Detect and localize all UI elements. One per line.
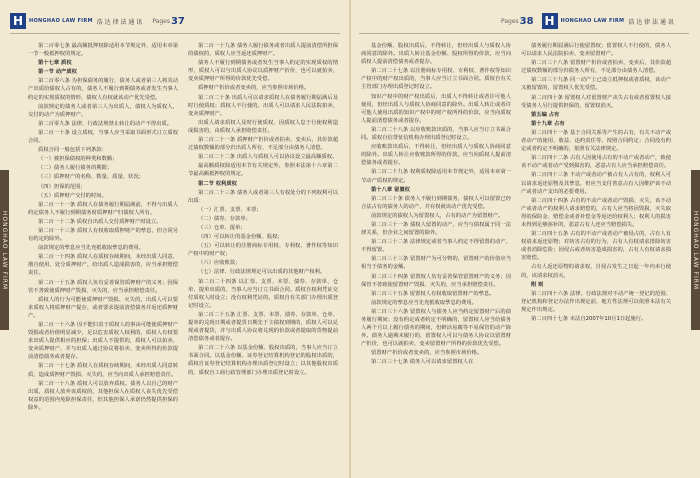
article-paragraph: 第二百一十九条 债务人履行债务或者出质人提前清偿所担保的债权的，质权人应当返还质押财产。 bbox=[188, 43, 338, 58]
article-paragraph: 第二百三十五条 留置权人有权收取留置财产的孳息。 bbox=[371, 290, 495, 297]
article-paragraph: 第二百三十二条 法律规定或者当事人约定不得留置的动产，不得留置。 bbox=[361, 239, 511, 254]
article-paragraph: 第二百二十九条 权利质权除适用本节规定外，适用本章第一节动产质权的规定。 bbox=[361, 169, 511, 184]
article-paragraph: （二）债券、存款单； bbox=[198, 215, 251, 222]
article-paragraph: 前款规定的孳息应当先充抵收取孳息的费用。 bbox=[38, 245, 144, 252]
right-side-tab bbox=[691, 170, 700, 330]
article-paragraph: 第二百一十六条 因不能归责于质权人的事由可能使质押财产毁损或者价值明显减少，足以危害质权人权利的，质权人有权要求出质人提供相应的担保；出质人不提供的，质权人可以拍卖、变卖质押财产，并与出质人通过协议将拍卖、变卖所得的价款提前清偿债务或者提存。 bbox=[28, 322, 178, 361]
firm-logo-icon: H bbox=[542, 13, 558, 29]
page-label: Pages bbox=[501, 17, 519, 25]
header-divider bbox=[10, 33, 340, 34]
publication-title: 浩 达 律 法 通 讯 bbox=[96, 18, 143, 26]
left-side-tab bbox=[0, 170, 9, 330]
article-paragraph: 第二百四十五条 占有的不动产或者动产被侵占的，占有人有权请求返还原物；对妨害占有的行为，占有人有权请求排除妨害或者消除危险；因侵占或者妨害造成损害的，占有人有权请求损害赔偿。 bbox=[521, 231, 671, 262]
article-paragraph: 第二百三十七条 债务人可以请求留置权人在 bbox=[371, 359, 474, 366]
left-page-header bbox=[10, 10, 185, 32]
article-paragraph: 第二百二十八条 以应收账款出质的，当事人应当订立书面合同。质权自信贷征信机构办理出质登记时设立。 bbox=[361, 126, 511, 142]
article-paragraph: 第二百零八条 为担保债务的履行，债务人或者第三人将其动产出质给债权人占有的，债务人不履行到期债务或者发生当事人约定的实现质权的情形，债权人有权就该动产优先受偿。 bbox=[28, 78, 178, 101]
article-paragraph: 第二百一十七条 质权人在质权存续期间，未经出质人同意转质，造成质押财产毁损、灭失的，应当向出质人承担赔偿责任。 bbox=[28, 363, 178, 378]
article-paragraph: 最高额质权除适用本节有关规定外，参照本法第十六章第二节最高额抵押权的规定。 bbox=[188, 163, 338, 178]
article-paragraph: 基金份额、股权出质后，不得转让，但经出质人与质权人协商同意的除外。出质人转让基金份额、股权所得的价款，应当向质权人提前清偿债务或者提存。 bbox=[361, 43, 511, 66]
article-paragraph: （五）可以转让的注册商标专用权、专利权、著作权等知识产权中的财产权； bbox=[188, 243, 338, 258]
article-paragraph: 第二百一十四条 质权人在质权存续期间，未经出质人同意，擅自使用、处分质押财产，给出质人造成损害的，应当承担赔偿责任。 bbox=[28, 254, 178, 277]
article-paragraph: 第二百三十三条 留置财产为可分物的，留置财产的价值应当相当于债务的金额。 bbox=[361, 256, 511, 271]
article-paragraph: （二）债务人履行债务的期限； bbox=[38, 165, 113, 172]
article-paragraph: 第二百零七条 最高额抵押权除适用本节规定外，适用本章第一节一般抵押权的规定。 bbox=[28, 43, 178, 58]
article-paragraph: 第二百三十六条 留置权人与债务人应当约定留置财产后的债务履行期间；没有约定或者约定不明确的，留置权人应当给债务人两个月以上履行债务的期间，但鲜活易腐等不易保管的动产除外。债务人逾期未履行的，留置权人可以与债务人协议以留置财产折价，也可以就拍卖、变卖留置财产所得的价款优先受偿。 bbox=[361, 308, 511, 348]
right-page-number: 38 bbox=[519, 15, 534, 27]
article-paragraph: （三）仓单、提单； bbox=[198, 224, 246, 231]
article-paragraph: 第二百一十一条 质权人在债务履行期届满前，不得与出质人约定债务人不履行到期债务时质押财产归债权人所有。 bbox=[28, 201, 178, 216]
article-paragraph: 应收账款出质后，不得转让，但经出质人与质权人协商同意的除外。出质人转让应收账款所得的价款，应当向质权人提前清偿债务或者提存。 bbox=[361, 144, 511, 167]
article-paragraph: （五）质押财产交付的时间。 bbox=[38, 192, 107, 199]
left-page-number: 37 bbox=[170, 15, 185, 27]
article-paragraph: 债务人不履行到期债务或者发生当事人约定的实现质权的情形，质权人可以与出质人协议以质押财产折价，也可以就拍卖、变卖质押财产所得的价款优先受偿。 bbox=[188, 60, 338, 83]
article-paragraph: 第二百四十条 留置权人对留置财产丧失占有或者留置权人接受债务人另行提供担保的，留置权消灭。 bbox=[521, 94, 671, 109]
article-paragraph: 第二百三十条 债务人不履行到期债务，债权人可以留置已经合法占有的债务人的动产，并有权就该动产优先受偿。 bbox=[361, 195, 511, 210]
section-heading: 附 则 bbox=[531, 281, 544, 288]
article-paragraph: 第二百一十二条 质权自出质人交付质押财产时设立。 bbox=[38, 218, 162, 225]
section-heading: 第十九章 占有 bbox=[531, 120, 565, 127]
article-paragraph: 第二百四十一条 基于合同关系等产生的占有，有关不动产或者动产的使用、收益、违约责任等，按照合同约定；合同没有约定或者约定不明确的，依照有关法律规定。 bbox=[521, 129, 671, 153]
article-paragraph: 第二百四十二条 占有人因使用占有的不动产或者动产，致使该不动产或者动产受到损害的，恶意占有人应当承担赔偿责任。 bbox=[521, 155, 671, 170]
article-paragraph: 第二百四十四条 占有的不动产或者动产毁损、灭失，该不动产或者动产的权利人请求赔偿的，占有人应当将因毁损、灭失取得的保险金、赔偿金或者补偿金等返还给权利人；权利人的损害未得到足够弥补的，恶意占有人还应当赔偿损失。 bbox=[521, 197, 671, 228]
article-paragraph: 债务履行期届满后行使留置权；留置权人不行使的，债务人可以请求人民法院拍卖、变卖留置财产。 bbox=[521, 43, 671, 58]
firm-logo-icon: H bbox=[10, 13, 26, 29]
left-page-column-1 bbox=[28, 42, 178, 413]
right-page-header bbox=[501, 10, 684, 32]
publication-title: 浩 达 律 法 通 讯 bbox=[628, 18, 674, 26]
article-paragraph: 第二百三十四条 留置权人负有妥善保管留置财产的义务；因保管不善致使留置财产毁损、灭失的，应当承担赔偿责任。 bbox=[361, 273, 511, 288]
header-divider bbox=[359, 33, 689, 34]
article-paragraph: 第二百零九条 法律、行政法规禁止转让的动产不得出质。 bbox=[38, 120, 173, 127]
right-page-column-1 bbox=[361, 42, 511, 368]
right-page bbox=[351, 0, 700, 478]
section-heading: 第二节 权利质权 bbox=[198, 180, 237, 187]
article-paragraph: （三）质押财产的名称、数量、质量、状况； bbox=[38, 174, 144, 181]
section-heading: 第一节 动产质权 bbox=[38, 69, 77, 76]
article-paragraph: 第二百二十条 出质人可以请求质权人在债务履行期届满后及时行使质权；质权人不行使的，出质人可以请求人民法院拍卖、变卖质押财产。 bbox=[188, 94, 338, 117]
article-paragraph: 第二百一十条 设立质权，当事人应当采取书面形式订立质权合同。 bbox=[28, 129, 178, 145]
firm-name-en: HONGHAO LAW FIRM bbox=[560, 18, 625, 24]
article-paragraph: （一）汇票、支票、本票； bbox=[198, 206, 262, 213]
page-label: Pages bbox=[152, 17, 170, 25]
side-tab-text: HONGHAO LAW FIRM bbox=[692, 210, 699, 290]
article-paragraph: 出质人请求质权人及时行使质权，因质权人怠于行使权利造成损害的，由质权人承担赔偿责任。 bbox=[188, 119, 338, 134]
section-heading: 第十七章 质权 bbox=[38, 60, 72, 67]
article-paragraph: 第二百四十七条 本法自2007年10月1日起施行。 bbox=[531, 316, 647, 322]
firm-name-en: HONGHAO LAW FIRM bbox=[29, 18, 93, 24]
article-paragraph: 第二百二十四条 以汇票、支票、本票、债券、存款单、仓单、提单出质的，当事人应当订立书面合同。质权自权利凭证交付质权人时设立；没有权利凭证的，质权自有关部门办理出质登记时设立。 bbox=[188, 278, 338, 309]
article-paragraph: 第二百一十八条 质权人可以放弃质权。债务人以自己的财产出质，质权人放弃该质权的，其他担保人在质权人丧失优先受偿权益的范围内免除担保责任，但其他担保人承诺仍然提供担保的除外。 bbox=[28, 380, 178, 411]
article-paragraph: 第二百二十三条 债务人或者第三人有权处分的下列权利可以出质： bbox=[188, 189, 338, 204]
article-paragraph: 留置财产折价或者变卖的，应当参照市场价格。 bbox=[371, 350, 483, 357]
article-paragraph: 质权合同一般包括下列条款： bbox=[38, 147, 107, 154]
article-paragraph: （七）法律、行政法规规定可以出质的其他财产权利。 bbox=[198, 269, 326, 276]
article-paragraph: 前款规定的孳息应当先充抵收取孳息的费用。 bbox=[371, 299, 477, 306]
article-paragraph: 第二百二十二条 出质人与质权人可以协议设立最高额质权。 bbox=[198, 154, 338, 161]
article-paragraph: 第二百三十一条 债权人留置的动产，应当与债权属于同一法律关系，但企业之间留置的除外。 bbox=[361, 221, 511, 237]
article-paragraph: （四）担保的范围； bbox=[38, 183, 86, 190]
article-paragraph: 第二百二十六条 以基金份额、股权出质的，当事人应当订立书面合同。以基金份额、证券登记结算机构登记的股权出质的，质权自证券登记结算机构办理出质登记时设立；以其他股权出质的，质权自工商行政管理部门办理出质登记时设立。 bbox=[188, 345, 338, 376]
article-paragraph: （六）应收账款； bbox=[198, 260, 241, 267]
article-paragraph: 第二百三十八条 留置财产折价或者拍卖、变卖后，其价款超过债权数额的部分归债务人所有，不足部分由债务人清偿。 bbox=[521, 60, 671, 75]
article-paragraph: 第二百一十五条 质权人负有妥善保管质押财产的义务；因保管不善致使质押财产毁损、灭失的，应当承担赔偿责任。 bbox=[28, 279, 178, 294]
article-paragraph: 前款规定的债权人为留置权人，占有的动产为留置财产。 bbox=[371, 212, 504, 219]
article-paragraph: 第二百一十三条 质权人有权收取质押财产的孳息，但合同另有约定的除外。 bbox=[28, 227, 178, 243]
right-page-column-2 bbox=[521, 42, 671, 368]
section-heading: 第五编 占有 bbox=[531, 111, 560, 118]
article-paragraph: （四）可以转让的基金份额、股权； bbox=[198, 234, 283, 241]
article-paragraph: 知识产权中的财产权出质后，出质人不得转让或者许可他人使用，但经出质人与质权人协商同意的除外。出质人转让或者许可他人使用出质的知识产权中的财产权所得的价款，应当向质权人提前清偿债务或者提存。 bbox=[361, 93, 511, 124]
article-paragraph: 占有人返还原物的请求权，自侵占发生之日起一年内未行使的，该请求权消灭。 bbox=[521, 264, 671, 279]
left-page-column-2 bbox=[188, 42, 338, 413]
article-paragraph: 第二百二十七条 以注册商标专用权、专利权、著作权等知识产权中的财产权出质的，当事人应当订立书面合同。质权自有关主管部门办理出质登记时设立。 bbox=[361, 68, 511, 91]
article-paragraph: 第二百二十五条 汇票、支票、本票、债券、存款单、仓单、提单的兑现日期或者提货日期先于主债权到期的，质权人可以兑现或者提货，并与出质人协议将兑现的价款或者提取的货物提前清偿债务或者提存。 bbox=[188, 311, 338, 343]
article-paragraph: 第二百三十九条 同一动产上已设立抵押权或者质权，该动产又被留置的，留置权人优先受偿。 bbox=[521, 77, 671, 92]
article-paragraph: （一）被担保债权的种类和数额； bbox=[38, 156, 118, 163]
article-paragraph: 第二百四十六条 法律、行政法规对不动产统一登记的范围、登记机构和登记办法作出规定前，地方性法规可以依照本法有关规定作出规定。 bbox=[521, 290, 671, 313]
article-paragraph: 第二百四十三条 不动产或者动产被占有人占有的，权利人可以请求返还原物及其孳息，但应当支付善意占有人因维护该不动产或者动产支出的必要费用。 bbox=[521, 172, 671, 195]
article-paragraph: 前款规定的债务人或者第三人为出质人，债权人为质权人，交付的动产为质押财产。 bbox=[28, 103, 178, 118]
left-page-columns bbox=[28, 42, 338, 413]
article-paragraph: 质权人的行为可能使质押财产毁损、灭失的，出质人可以要求质权人将质押财产提存，或者要求提前清偿债务并返还质押财产。 bbox=[28, 296, 178, 319]
article-paragraph: 第二百二十一条 质押财产折价或者拍卖、变卖后，其价款超过债权数额的部分归出质人所有，不足部分由债务人清偿。 bbox=[188, 137, 338, 152]
side-tab-text: HONGHAO LAW FIRM bbox=[1, 210, 8, 290]
right-page-columns bbox=[361, 42, 671, 368]
left-page bbox=[0, 0, 349, 478]
article-paragraph: 质押财产折价或者变卖的，应当参照市场价格。 bbox=[198, 85, 310, 92]
section-heading: 第十八章 留置权 bbox=[371, 186, 410, 193]
